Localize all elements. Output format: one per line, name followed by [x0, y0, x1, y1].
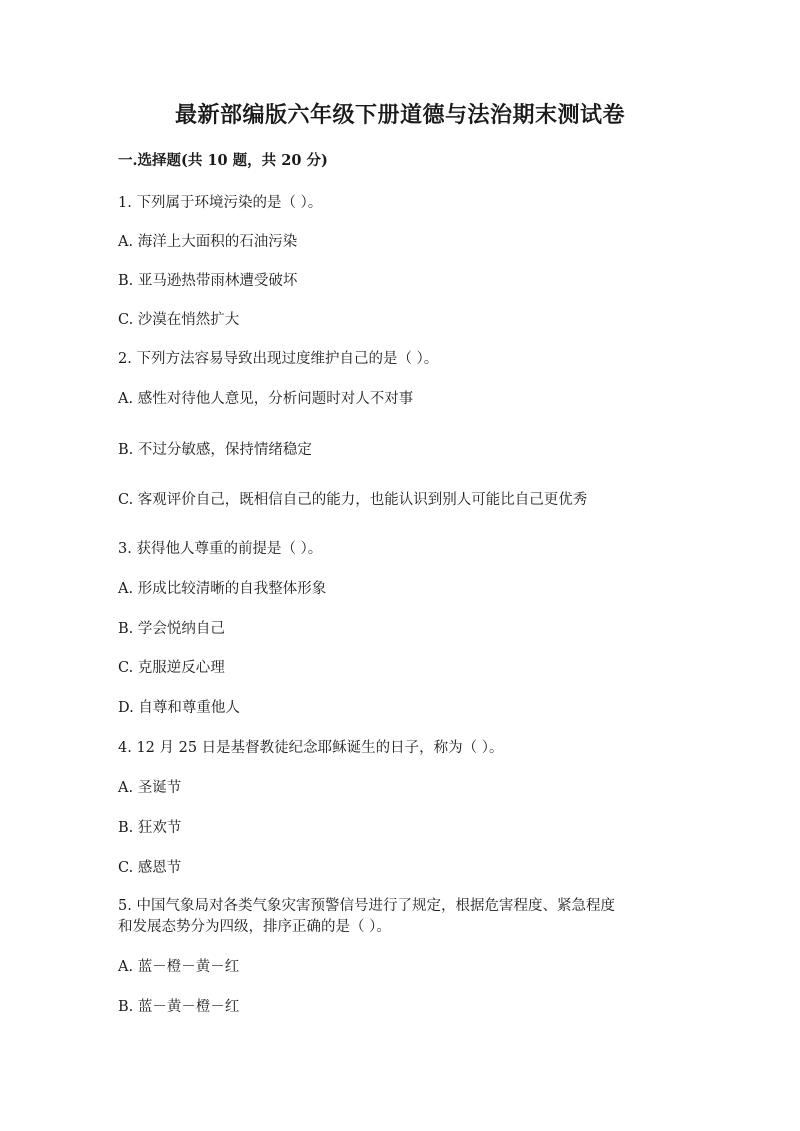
question-stem: 3. 获得他人尊重的前提是（ ）。 — [118, 541, 323, 557]
answer-option: A. 蓝－橙－黄－红 — [118, 959, 240, 975]
answer-option: B. 亚马逊热带雨林遭受破坏 — [118, 273, 298, 289]
answer-option: A. 圣诞节 — [118, 780, 182, 796]
answer-option: D. 自尊和尊重他人 — [118, 700, 240, 716]
answer-option: C. 客观评价自己，既相信自己的能力，也能认识到别人可能比自己更优秀 — [118, 492, 588, 508]
page-title: 最新部编版六年级下册道德与法治期末测试卷 — [174, 102, 625, 128]
answer-option: B. 不过分敏感，保持情绪稳定 — [118, 442, 312, 458]
answer-option: A. 海洋上大面积的石油污染 — [118, 234, 298, 250]
answer-option: B. 狂欢节 — [118, 820, 182, 836]
answer-option: C. 感恩节 — [118, 860, 182, 876]
answer-option: C. 克服逆反心理 — [118, 660, 225, 676]
answer-option: C. 沙漠在悄然扩大 — [118, 312, 240, 328]
answer-option: A. 感性对待他人意见，分析问题时对人不对事 — [118, 391, 414, 407]
section-heading: 一.选择题(共 10 题，共 20 分) — [118, 152, 328, 169]
question-stem: 5. 中国气象局对各类气象灾害预警信号进行了规定，根据危害程度、紧急程度 — [118, 898, 615, 914]
answer-option: B. 蓝－黄－橙－红 — [118, 999, 240, 1015]
question-stem: 4. 12 月 25 日是基督教徒纪念耶稣诞生的日子，称为（ ）。 — [118, 740, 504, 756]
answer-option: B. 学会悦纳自己 — [118, 621, 225, 637]
question-stem: 1. 下列属于环境污染的是（ ）。 — [118, 195, 323, 211]
question-stem: 2. 下列方法容易导致出现过度维护自己的是（ ）。 — [118, 351, 439, 367]
question-stem-continued: 和发展态势分为四级，排序正确的是（ ）。 — [118, 919, 391, 935]
answer-option: A. 形成比较清晰的自我整体形象 — [118, 581, 327, 597]
